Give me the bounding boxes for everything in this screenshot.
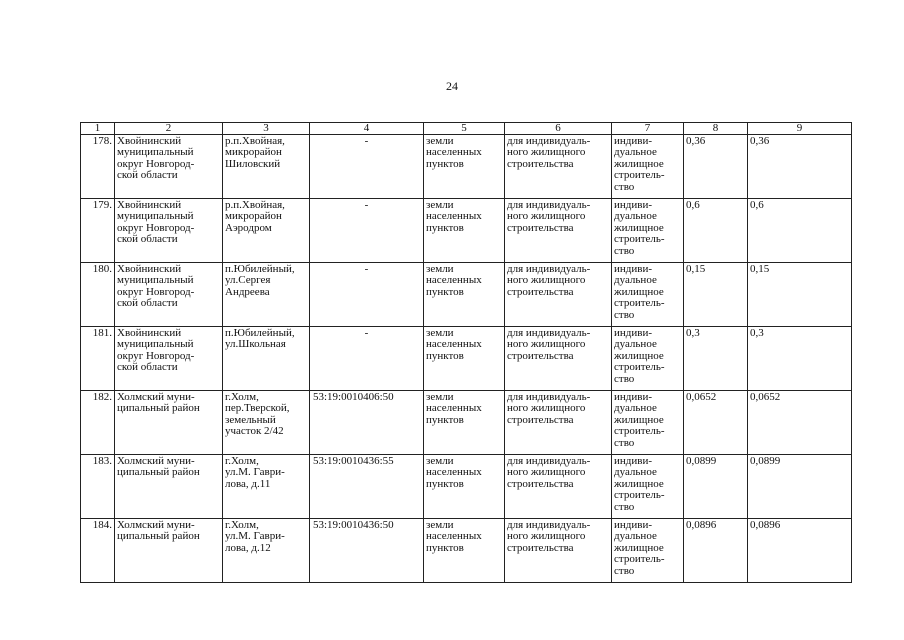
cell-purpose: [612, 263, 684, 327]
cell-location-line: п.Юбилейный,: [225, 327, 295, 339]
cell-location-line: р.п.Хвойная,: [225, 199, 285, 211]
cell-municipality-line: ской области: [117, 297, 178, 310]
cell-location-line: ул.Сергея: [225, 274, 271, 287]
cell-land-category-line: населенных: [426, 210, 482, 223]
cell-permitted-use: [505, 135, 612, 199]
cell-land-category-line: населенных: [426, 338, 482, 351]
cell-purpose-line: дуальное: [614, 274, 657, 287]
cell-location-line: Андреева: [225, 285, 270, 298]
cell-permitted-use-line: строительства: [507, 413, 574, 426]
cell-purpose-line: индиви-: [614, 327, 653, 339]
cell-purpose-line: жилищное: [614, 477, 664, 490]
cell-land-category-line: населенных: [426, 530, 482, 543]
cell-cadastral-number: 53:19:0010436:50: [310, 519, 424, 583]
cell-location: [223, 455, 310, 519]
cell-municipality-line: ской области: [117, 233, 178, 246]
cell-land-category-line: земли: [426, 327, 454, 339]
cell-location-line: р.п.Хвойная,: [225, 135, 285, 147]
cell-area: 0,0652: [684, 391, 748, 455]
cell-area-total: 0,15: [748, 263, 852, 327]
cell-municipality-line: муниципальный: [117, 338, 194, 351]
cell-purpose-line: строитель-: [614, 233, 665, 246]
cell-purpose-line: строитель-: [614, 361, 665, 374]
cell-location-line: ул.Школьная: [225, 338, 286, 351]
cell-purpose-line: ство: [614, 436, 635, 449]
cell-location: [223, 135, 310, 199]
cell-purpose: [612, 455, 684, 519]
cell-permitted-use: [505, 391, 612, 455]
column-header: 2: [115, 123, 223, 135]
cell-purpose-line: дуальное: [614, 402, 657, 415]
cell-permitted-use-line: строительства: [507, 349, 574, 362]
cell-purpose: [612, 199, 684, 263]
cell-municipality: [115, 263, 223, 327]
cell-area-total: 0,36: [748, 135, 852, 199]
cell-land-category-line: земли: [426, 391, 454, 403]
cell-municipality-line: Хвойнинский: [117, 199, 182, 211]
cell-cadastral-number: 53:19:0010406:50: [310, 391, 424, 455]
cell-municipality-line: округ Новгород-: [117, 285, 195, 298]
cell-purpose-line: строитель-: [614, 297, 665, 310]
cell-purpose-line: жилищное: [614, 413, 664, 426]
cell-area-total: 0,6: [748, 199, 852, 263]
cell-permitted-use-line: ного жилищного: [507, 466, 586, 479]
cell-purpose-line: дуальное: [614, 210, 657, 223]
cell-permitted-use: [505, 199, 612, 263]
column-header: 3: [223, 123, 310, 135]
cell-land-category-line: земли: [426, 455, 454, 467]
table-row: [81, 391, 852, 455]
cell-purpose-line: ство: [614, 500, 635, 513]
cell-permitted-use-line: строительства: [507, 285, 574, 298]
cell-purpose-line: жилищное: [614, 221, 664, 234]
cell-land-category: [424, 455, 505, 519]
column-header: 4: [310, 123, 424, 135]
cell-location: [223, 263, 310, 327]
cell-permitted-use: [505, 519, 612, 583]
cell-area: 0,0899: [684, 455, 748, 519]
cell-permitted-use-line: ного жилищного: [507, 402, 586, 415]
cell-municipality-line: округ Новгород-: [117, 349, 195, 362]
cell-location-line: пер.Тверской,: [225, 402, 290, 415]
cell-cadastral-number: 53:19:0010436:55: [310, 455, 424, 519]
cell-permitted-use-line: для индивидуаль-: [507, 391, 591, 403]
cell-purpose-line: строитель-: [614, 553, 665, 566]
cell-land-category-line: пунктов: [426, 413, 464, 426]
cell-land-category-line: пунктов: [426, 541, 464, 554]
cell-municipality-line: округ Новгород-: [117, 221, 195, 234]
cell-area-total: 0,0899: [748, 455, 852, 519]
cell-permitted-use-line: для индивидуаль-: [507, 455, 591, 467]
cell-land-category-line: земли: [426, 199, 454, 211]
cell-purpose-line: индиви-: [614, 135, 653, 147]
cell-location-line: участок 2/42: [225, 425, 284, 438]
cell-land-category-line: населенных: [426, 466, 482, 479]
cell-purpose-line: ство: [614, 372, 635, 385]
cell-permitted-use-line: для индивидуаль-: [507, 263, 591, 275]
cell-municipality: [115, 135, 223, 199]
cell-municipality-line: Хвойнинский: [117, 135, 182, 147]
cell-row-number: 182.: [81, 391, 115, 455]
cell-purpose-line: жилищное: [614, 157, 664, 170]
cell-permitted-use-line: строительства: [507, 157, 574, 170]
cell-purpose-line: ство: [614, 180, 635, 193]
cell-purpose-line: строитель-: [614, 425, 665, 438]
cell-municipality-line: Холмский муни-: [117, 455, 195, 467]
cell-purpose-line: ство: [614, 564, 635, 577]
cell-permitted-use-line: строительства: [507, 221, 574, 234]
table-row: [81, 455, 852, 519]
cell-purpose: [612, 327, 684, 391]
cell-permitted-use-line: ного жилищного: [507, 210, 586, 223]
cell-location-line: ул.М. Гаври-: [225, 530, 285, 543]
cell-purpose-line: жилищное: [614, 349, 664, 362]
cell-purpose-line: индиви-: [614, 263, 653, 275]
cell-purpose: [612, 519, 684, 583]
cell-purpose-line: жилищное: [614, 541, 664, 554]
cell-location-line: лова, д.11: [225, 477, 271, 490]
cell-area-total: 0,0652: [748, 391, 852, 455]
cell-municipality-line: ской области: [117, 361, 178, 374]
cell-purpose-line: строитель-: [614, 489, 665, 502]
cell-permitted-use-line: ного жилищного: [507, 530, 586, 543]
cell-permitted-use-line: строительства: [507, 477, 574, 490]
cell-land-category: [424, 519, 505, 583]
page-number: 24: [446, 79, 458, 93]
cell-land-category-line: пунктов: [426, 221, 464, 234]
cell-cadastral-number: -: [310, 327, 424, 391]
cell-cadastral-number: -: [310, 263, 424, 327]
cell-municipality: [115, 391, 223, 455]
cell-land-category-line: населенных: [426, 274, 482, 287]
cell-permitted-use-line: ного жилищного: [507, 274, 586, 287]
cell-municipality: [115, 519, 223, 583]
cell-land-category-line: населенных: [426, 402, 482, 415]
cell-area: 0,3: [684, 327, 748, 391]
cell-row-number: 180.: [81, 263, 115, 327]
table-row: [81, 263, 852, 327]
cell-purpose-line: индиви-: [614, 391, 653, 403]
column-header: 9: [748, 123, 852, 135]
cell-location-line: Шиловский: [225, 157, 281, 170]
table-row: [81, 135, 852, 199]
column-header: 5: [424, 123, 505, 135]
cell-location: [223, 327, 310, 391]
cell-cadastral-number: -: [310, 199, 424, 263]
land-plots-table: [80, 122, 852, 583]
cell-municipality-line: Хвойнинский: [117, 327, 182, 339]
cell-area-total: 0,3: [748, 327, 852, 391]
cell-purpose-line: жилищное: [614, 285, 664, 298]
cell-purpose-line: дуальное: [614, 146, 657, 159]
cell-purpose-line: ство: [614, 308, 635, 321]
cell-area: 0,36: [684, 135, 748, 199]
cell-purpose-line: строитель-: [614, 169, 665, 182]
cell-municipality-line: ципальный район: [117, 402, 200, 415]
table-row: [81, 199, 852, 263]
column-header: 1: [81, 123, 115, 135]
column-header: 6: [505, 123, 612, 135]
cell-municipality-line: муниципальный: [117, 146, 194, 159]
cell-cadastral-number: -: [310, 135, 424, 199]
cell-row-number: 179.: [81, 199, 115, 263]
cell-row-number: 181.: [81, 327, 115, 391]
cell-purpose: [612, 135, 684, 199]
cell-purpose-line: дуальное: [614, 338, 657, 351]
cell-municipality-line: муниципальный: [117, 210, 194, 223]
cell-purpose-line: индиви-: [614, 199, 653, 211]
cell-land-category-line: земли: [426, 519, 454, 531]
cell-purpose: [612, 391, 684, 455]
cell-location-line: г.Холм,: [225, 455, 259, 467]
cell-location-line: земельный: [225, 413, 276, 426]
cell-permitted-use: [505, 263, 612, 327]
cell-permitted-use-line: для индивидуаль-: [507, 327, 591, 339]
cell-location: [223, 519, 310, 583]
cell-location-line: п.Юбилейный,: [225, 263, 295, 275]
cell-land-category-line: населенных: [426, 146, 482, 159]
cell-location-line: г.Холм,: [225, 519, 259, 531]
cell-municipality: [115, 455, 223, 519]
cell-land-category-line: пунктов: [426, 285, 464, 298]
cell-area: 0,6: [684, 199, 748, 263]
cell-land-category-line: земли: [426, 263, 454, 275]
column-header: 8: [684, 123, 748, 135]
cell-location-line: ул.М. Гаври-: [225, 466, 285, 479]
cell-municipality: [115, 327, 223, 391]
cell-municipality-line: округ Новгород-: [117, 157, 195, 170]
cell-land-category: [424, 391, 505, 455]
cell-purpose-line: дуальное: [614, 530, 657, 543]
cell-municipality-line: ципальный район: [117, 466, 200, 479]
cell-location-line: микрорайон: [225, 146, 282, 159]
cell-purpose-line: ство: [614, 244, 635, 257]
cell-permitted-use-line: для индивидуаль-: [507, 135, 591, 147]
cell-land-category-line: пунктов: [426, 157, 464, 170]
cell-row-number: 184.: [81, 519, 115, 583]
cell-area: 0,0896: [684, 519, 748, 583]
column-header: 7: [612, 123, 684, 135]
cell-land-category: [424, 263, 505, 327]
table-row: [81, 519, 852, 583]
cell-municipality: [115, 199, 223, 263]
cell-land-category-line: земли: [426, 135, 454, 147]
cell-municipality-line: ской области: [117, 169, 178, 182]
cell-municipality-line: Холмский муни-: [117, 519, 195, 531]
cell-location-line: г.Холм,: [225, 391, 259, 403]
cell-location-line: лова, д.12: [225, 541, 271, 554]
cell-location: [223, 199, 310, 263]
cell-purpose-line: дуальное: [614, 466, 657, 479]
cell-municipality-line: муниципальный: [117, 274, 194, 287]
cell-permitted-use-line: ного жилищного: [507, 146, 586, 159]
cell-land-category: [424, 199, 505, 263]
cell-permitted-use-line: строительства: [507, 541, 574, 554]
cell-area: 0,15: [684, 263, 748, 327]
cell-permitted-use-line: для индивидуаль-: [507, 199, 591, 211]
cell-land-category-line: пунктов: [426, 349, 464, 362]
cell-row-number: 183.: [81, 455, 115, 519]
cell-municipality-line: ципальный район: [117, 530, 200, 543]
cell-land-category-line: пунктов: [426, 477, 464, 490]
cell-permitted-use: [505, 455, 612, 519]
table-row: [81, 327, 852, 391]
cell-location-line: Аэродром: [225, 221, 272, 234]
cell-municipality-line: Холмский муни-: [117, 391, 195, 403]
cell-row-number: 178.: [81, 135, 115, 199]
cell-area-total: 0,0896: [748, 519, 852, 583]
cell-purpose-line: индиви-: [614, 455, 653, 467]
column-number-header-row: [81, 123, 852, 135]
cell-land-category: [424, 327, 505, 391]
cell-land-category: [424, 135, 505, 199]
cell-location: [223, 391, 310, 455]
table-body: [81, 135, 852, 583]
cell-municipality-line: Хвойнинский: [117, 263, 182, 275]
cell-location-line: микрорайон: [225, 210, 282, 223]
cell-permitted-use: [505, 327, 612, 391]
cell-purpose-line: индиви-: [614, 519, 653, 531]
cell-permitted-use-line: ного жилищного: [507, 338, 586, 351]
cell-permitted-use-line: для индивидуаль-: [507, 519, 591, 531]
